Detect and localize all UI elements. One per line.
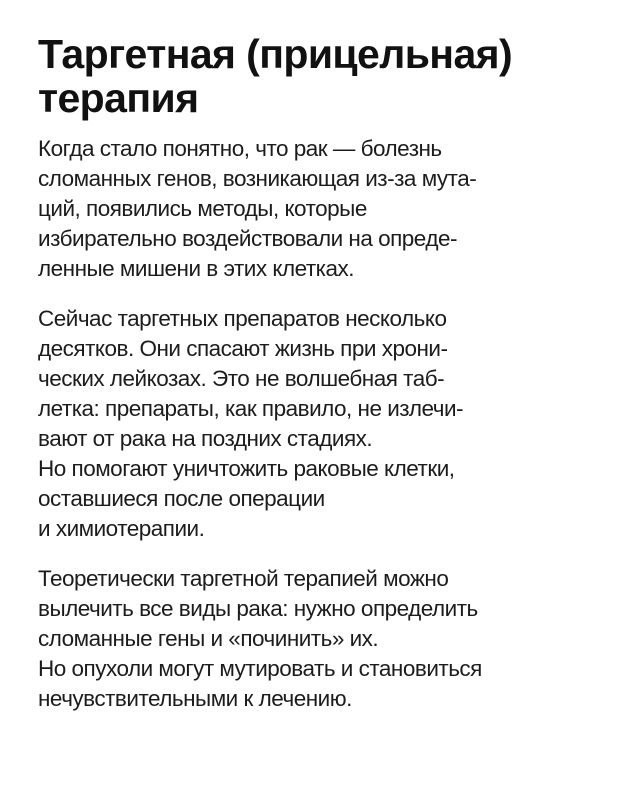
text-line: ленные мишени в этих клетках. <box>38 256 354 281</box>
text-line: ций, появились методы, которые <box>38 196 367 221</box>
text-line: Но помогают уничтожить раковые клетки, <box>38 456 455 481</box>
text-line: Теоретически таргетной терапией можно <box>38 566 449 591</box>
paragraph-history <box>38 134 608 284</box>
text-line: сломанные гены и «починить» их. <box>38 626 379 651</box>
text-line: Когда стало понятно, что рак — болезнь <box>38 136 442 161</box>
text-line: вают от рака на поздних стадиях. <box>38 426 373 451</box>
text-line: Сейчас таргетных препаратов несколько <box>38 306 447 331</box>
text-line: сломанных генов, возникающая из-за мута- <box>38 166 477 191</box>
text-line: Но опухоли могут мутировать и становиться <box>38 656 482 681</box>
text-line: десятков. Они спасают жизнь при хрони- <box>38 336 448 361</box>
text-line: ческих лейкозах. Это не волшебная таб- <box>38 366 445 391</box>
text-line: избирательно воздействовали на опреде- <box>38 226 457 251</box>
text-line: летка: препараты, как правило, не излечи- <box>38 396 464 421</box>
paragraph-theory <box>38 564 608 714</box>
text-line: вылечить все виды рака: нужно определить <box>38 596 478 621</box>
paragraph-current-drugs <box>38 304 608 544</box>
text-line: и химиотерапии. <box>38 516 205 541</box>
text-line: нечувствительными к лечению. <box>38 686 352 711</box>
article-title <box>38 32 608 120</box>
title-line-2: терапия <box>38 75 199 121</box>
text-line: оставшиеся после операции <box>38 486 325 511</box>
title-line-1: Таргетная (прицельная) <box>38 31 513 77</box>
article-card <box>38 32 608 734</box>
